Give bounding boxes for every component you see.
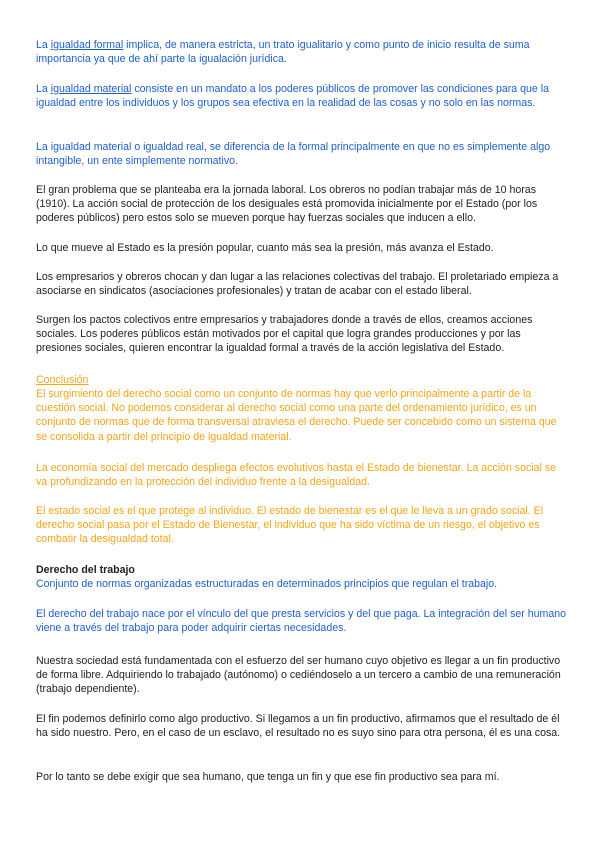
paragraph-nuestra-sociedad: Nuestra sociedad está fundamentada con el esfuerzo del ser humano cuyo objetivo es llegar a un fin productivo de forma libre. Adquiriendo lo trabajado (autónomo) o cediéndoselo a un tercero a cambio de una remuneración (trabajo dependiente). (36, 655, 561, 696)
paragraph-derecho-social: El surgimiento del derecho social como un conjunto de normas hay que verlo principalmente a partir de la cuestión social. No podemos considerar al derecho social como una parte del ordenamiento jurídico, es un conjunto de normas que de forma transversal atraviesa el derecho. Puede ser concebido como un sistema que se consolida a partir del principio de igualdad material. (36, 388, 557, 443)
paragraph-jornada-laboral: El gran problema que se planteaba era la jornada laboral. Los obreros no podían trabajar más de 10 horas (1910). La acción social de protección de los desiguales está promovida inicialmente por el Estado (por los poderes públicos) pero estos solo se mueven porque hay fuerzas sociales que inducen a ello. (36, 184, 538, 225)
conclusion-heading: Conclusión (36, 374, 89, 386)
paragraph-igualdad-real: La igualdad material o igualdad real, se diferencia de la formal principalmente en que no es simplemente algo intangible, un ente simplemente normativo. (36, 141, 551, 168)
paragraph-economia-social: La economía social del mercado despliega efectos evolutivos hasta el Estado de bienestar. La acción social se va profundizando en la protección del individuo frente a la desigualdad. (36, 462, 556, 489)
paragraph-relaciones-colectivas: Los empresarios y obreros chocan y dan lugar a las relaciones colectivas del trabajo. El proletariado empieza a asociarse en sindicatos (asociaciones profesionales) y tratan de acabar con el estado liberal. (36, 271, 559, 298)
paragraph-vinculo-trabajo: El derecho del trabajo nace por el vínculo del que presta servicios y del que paga. La integración del ser humano viene a través del trabajo para poder adquirir ciertas necesidades. (36, 608, 567, 635)
paragraph-igualdad-material: La igualdad material consiste en un mandato a los poderes públicos de promover las condiciones para que la igualdad entre los individuos y los grupos sea efectiva en la realidad de las cosas y no solo en las normas. (36, 83, 549, 110)
paragraph-estado-social: El estado social es el que protege al individuo. El estado de bienestar es el que le lleva a un grado social. El derecho social pasa por el Estado de Bienestar, el individuo que ha sido víctima de un riesgo, el objetivo es combatir la desigualdad total. (36, 505, 544, 546)
igualdad-material-link[interactable]: igualdad material (50, 83, 132, 95)
paragraph-pactos-colectivos: Surgen los pactos colectivos entre empresarios y trabajadores donde a través de ellos, creamos acciones sociales. Los poderes públicos están motivados por el capital que logra grandes producciones y por las presiones sociales, quieren encontrar la igualdad formal a través de la acción legislativa del Estado. (36, 314, 533, 355)
igualdad-formal-link[interactable]: igualdad formal (50, 39, 124, 51)
paragraph-conjunto-de-normas: Conjunto de normas organizadas estructuradas en determinados principios que regulan el trabajo. (36, 578, 498, 590)
paragraph-igualdad-formal: La igualdad formal implica, de manera estricta, un trato igualitario y como punto de inicio resulta de suma importancia ya que de ahí parte la igualación jurídica. (36, 39, 530, 66)
paragraph-por-lo-tanto: Por lo tanto se debe exigir que sea humano, que tenga un fin y que ese fin productivo sea para mí. (36, 771, 500, 783)
paragraph-presion-popular: Lo que mueve al Estado es la presión popular, cuanto más sea la presión, más avanza el Estado. (36, 242, 494, 254)
section-heading-derecho-del-trabajo: Derecho del trabajo (36, 564, 135, 576)
paragraph-fin-productivo: El fin podemos definirlo como algo productivo. Si llegamos a un fin productivo, afirmamos que el resultado de él ha sido nuestro. Pero, en el caso de un esclavo, el resultado no es suyo sino para otra persona, él es una cosa. (36, 713, 561, 740)
